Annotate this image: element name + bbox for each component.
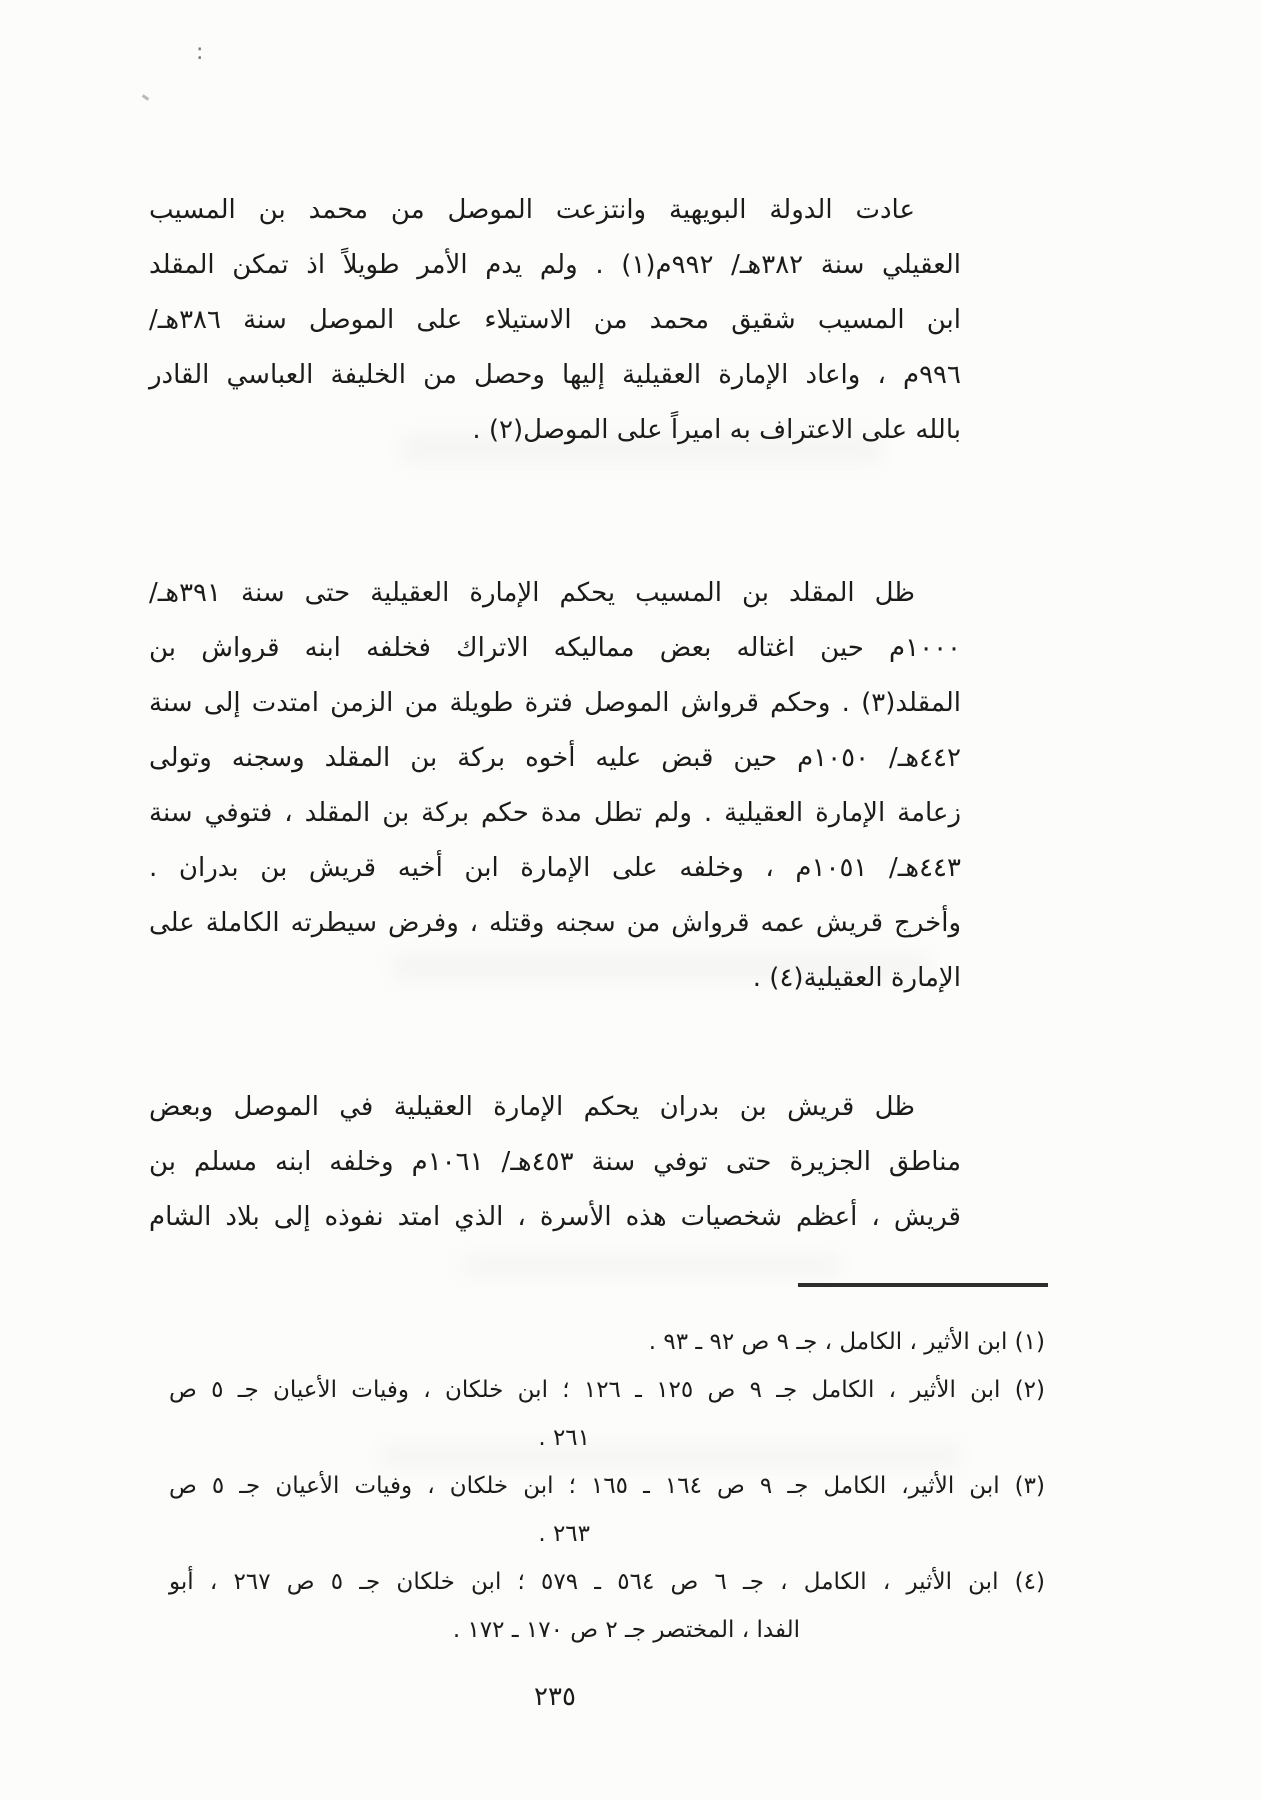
body-line: المقلد(٣) . وحكم قرواش الموصل فترة طويلة من الزمن امتدت إلى سنة [149, 688, 961, 718]
footnote-line: ٢٦١ . [538, 1425, 590, 1451]
footnote-separator [798, 1283, 1048, 1287]
scan-smudge [461, 1255, 841, 1275]
body-line: وأخرج قريش عمه قرواش من سجنه وقتله ، وفرض سيطرته الكاملة على [149, 908, 961, 938]
footnote-line: ٢٦٣ . [538, 1521, 590, 1547]
page-body [149, 183, 961, 1245]
body-line: ١٠٠٠م حين اغتاله بعض مماليكه الاتراك فخلفه ابنه قرواش بن [149, 633, 961, 663]
footnote-line: الفدا ، المختصر جـ ٢ ص ١٧٠ ـ ١٧٢ . [452, 1617, 800, 1643]
body-line: عادت الدولة البويهية وانتزعت الموصل من محمد بن المسيب [149, 195, 915, 225]
body-line: ابن المسيب شقيق محمد من الاستيلاء على الموصل سنة ٣٨٦هـ/ [149, 305, 961, 335]
body-line: ٩٩٦م ، واعاد الإمارة العقيلية إليها وحصل من الخليفة العباسي القادر [149, 360, 961, 390]
body-line: ٤٤٢هـ/ ١٠٥٠م حين قبض عليه أخوه بركة بن المقلد وسجنه وتولى [149, 743, 961, 773]
paragraph-1 [149, 183, 961, 458]
body-line: بالله على الاعتراف به اميراً على الموصل(٢) . [472, 415, 961, 445]
body-line: الإمارة العقيلية(٤) . [752, 963, 961, 993]
body-line: ٤٤٣هـ/ ١٠٥١م ، وخلفه على الإمارة ابن أخيه قريش بن بدران . [149, 853, 961, 883]
paragraph-2 [149, 566, 961, 1006]
footnote-line: (٣) ابن الأثير، الكامل جـ ٩ ص ١٦٤ ـ ١٦٥ ؛ ابن خلكان ، وفيات الأعيان جـ ٥ ص [169, 1473, 1045, 1499]
footnote-line: (١) ابن الأثير ، الكامل ، جـ ٩ ص ٩٢ ـ ٩٣ . [648, 1329, 1045, 1355]
scan-artifact-mark [142, 94, 149, 100]
body-line: ظل المقلد بن المسيب يحكم الإمارة العقيلية حتى سنة ٣٩١هـ/ [149, 578, 915, 608]
footnote-line: (٢) ابن الأثير ، الكامل جـ ٩ ص ١٢٥ ـ ١٢٦ ؛ ابن خلكان ، وفيات الأعيان جـ ٥ ص [169, 1377, 1046, 1403]
scan-artifact-colon: : [196, 40, 204, 65]
body-line: زعامة الإمارة العقيلية . ولم تطل مدة حكم بركة بن المقلد ، فتوفي سنة [149, 798, 961, 828]
footnotes-section [169, 1318, 1045, 1654]
body-line: قريش ، أعظم شخصيات هذه الأسرة ، الذي امتد نفوذه إلى بلاد الشام [149, 1202, 961, 1232]
footnote-line: (٤) ابن الأثير ، الكامل ، جـ ٦ ص ٥٦٤ ـ ٥٧٩ ؛ ابن خلكان جـ ٥ ص ٢٦٧ ، أبو [169, 1569, 1045, 1595]
paragraph-3 [149, 1080, 961, 1245]
body-line: العقيلي سنة ٣٨٢هـ/ ٩٩٢م(١) . ولم يدم الأمر طويلاً اذ تمكن المقلد [149, 250, 961, 280]
page-number: ٢٣٥ [534, 1682, 576, 1712]
body-line: مناطق الجزيرة حتى توفي سنة ٤٥٣هـ/ ١٠٦١م وخلفه ابنه مسلم بن [149, 1147, 961, 1177]
body-line: ظل قريش بن بدران يحكم الإمارة العقيلية في الموصل وبعض [149, 1092, 915, 1122]
